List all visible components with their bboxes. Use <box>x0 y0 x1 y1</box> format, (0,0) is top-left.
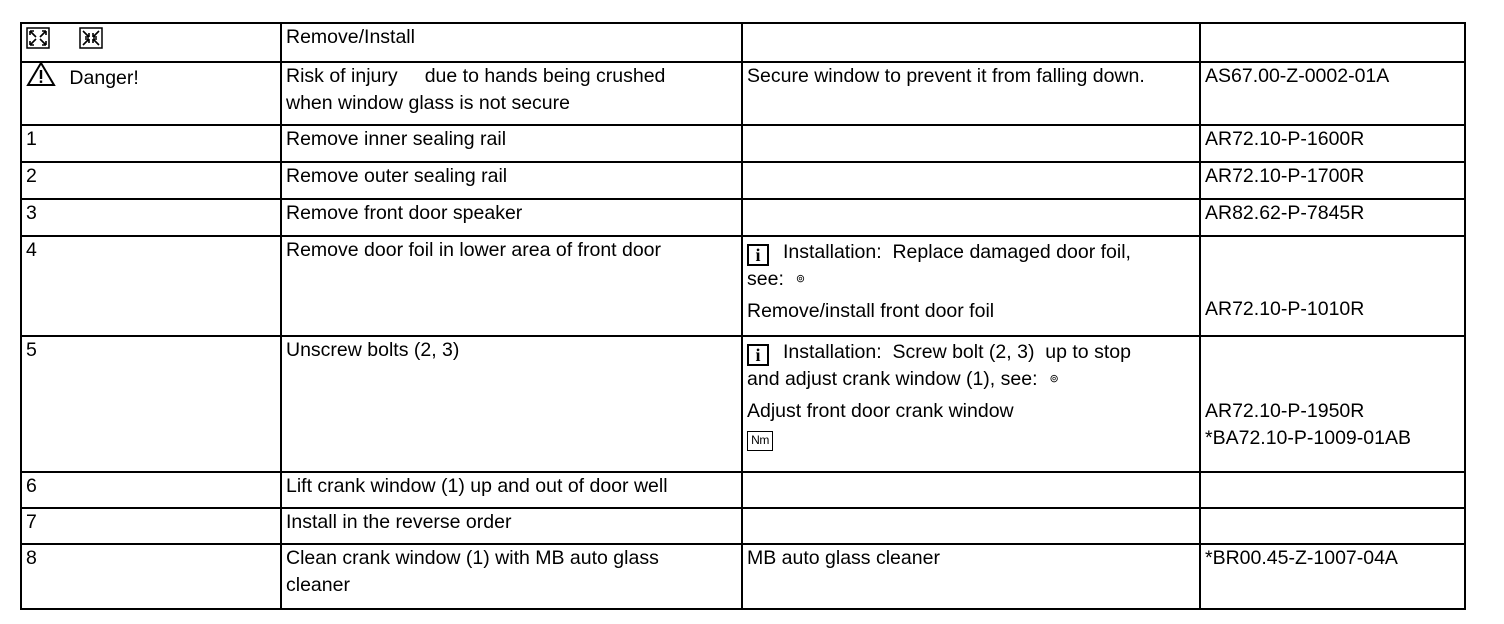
danger-ref-link[interactable]: AS67.00-Z-0002-01A <box>1205 65 1390 87</box>
info-icon: i <box>747 244 769 266</box>
info-icon: i <box>747 344 769 366</box>
table-row <box>21 162 1465 199</box>
step-material: MB auto glass cleaner <box>742 544 1200 609</box>
table-row <box>21 508 1465 544</box>
expand-arrows-icon[interactable] <box>26 27 50 57</box>
step-ref-cell <box>1200 162 1465 199</box>
step-action: Unscrew bolts (2, 3) <box>281 336 742 472</box>
step-ref-link[interactable]: AR72.10-P-1010R <box>1205 298 1365 320</box>
step-note-line1: Installation: Replace damaged door foil, <box>783 241 1131 263</box>
danger-label: Danger! <box>69 67 139 90</box>
step-ref-empty <box>1200 508 1465 544</box>
header-empty-cell <box>742 23 1200 62</box>
step-ref-link[interactable]: AR72.10-P-1950R <box>1205 400 1365 422</box>
step-action: Lift crank window (1) up and out of door well <box>281 472 742 508</box>
step-ref-link[interactable]: AR82.62-P-7845R <box>1205 202 1365 224</box>
danger-ref-cell <box>1200 62 1465 125</box>
step-ref-cell <box>1200 199 1465 236</box>
step-action-line1: Clean crank window (1) with MB auto glass <box>286 547 659 569</box>
step-number: 1 <box>21 125 281 162</box>
table-row <box>21 125 1465 162</box>
danger-risk-cell <box>281 62 742 125</box>
step-number: 3 <box>21 199 281 236</box>
table-row <box>21 336 1465 472</box>
step-note-link[interactable]: Remove/install front door foil <box>747 300 995 323</box>
step-action-cell <box>281 544 742 609</box>
step-ref2-link[interactable]: *BA72.10-P-1009-01AB <box>1205 427 1411 449</box>
danger-risk-line2: when window glass is not secure <box>286 92 570 114</box>
step-action: Remove inner sealing rail <box>281 125 742 162</box>
danger-risk-line1: Risk of injury due to hands being crushed <box>286 65 666 87</box>
reference-icon[interactable]: ⊚ <box>795 273 806 286</box>
step-ref-cell <box>1200 125 1465 162</box>
step-number: 8 <box>21 544 281 609</box>
table-row <box>21 472 1465 508</box>
header-empty-cell <box>1200 23 1465 62</box>
step-note-line1: Installation: Screw bolt (2, 3) up to stop <box>783 341 1131 363</box>
step-action-line2: cleaner <box>286 574 350 596</box>
step-ref-link[interactable]: AR72.10-P-1600R <box>1205 128 1365 150</box>
step-action: Remove door foil in lower area of front door <box>281 236 742 336</box>
danger-measure: Secure window to prevent it from falling down. <box>747 65 1145 87</box>
step-ref-cell <box>1200 236 1465 336</box>
table-row <box>21 544 1465 609</box>
torque-nm-icon[interactable]: Nm <box>747 431 773 451</box>
step-ref-link[interactable]: AR72.10-P-1700R <box>1205 165 1365 187</box>
step-note-empty <box>742 199 1200 236</box>
step-number: 2 <box>21 162 281 199</box>
table-row <box>21 236 1465 336</box>
step-note-line2: and adjust crank window (1), see: <box>747 368 1038 390</box>
step-note-link[interactable]: Adjust front door crank window <box>747 400 1014 423</box>
warning-triangle-icon <box>26 62 56 95</box>
step-ref-link[interactable]: *BR00.45-Z-1007-04A <box>1205 547 1398 569</box>
step-ref-cell <box>1200 336 1465 472</box>
step-note-empty <box>742 472 1200 508</box>
reference-icon[interactable]: ⊚ <box>1049 373 1059 386</box>
step-ref-cell <box>1200 544 1465 609</box>
header-title-cell: Remove/Install <box>281 23 742 62</box>
danger-measure-cell <box>742 62 1200 125</box>
step-note-empty <box>742 508 1200 544</box>
header-row <box>21 23 1465 62</box>
table-row <box>21 199 1465 236</box>
step-number: 6 <box>21 472 281 508</box>
step-number: 7 <box>21 508 281 544</box>
danger-row <box>21 62 1465 125</box>
step-action: Remove front door speaker <box>281 199 742 236</box>
danger-label-cell <box>21 62 281 125</box>
step-note-cell <box>742 336 1200 472</box>
step-number: 5 <box>21 336 281 472</box>
step-note-empty <box>742 125 1200 162</box>
collapse-arrows-icon[interactable] <box>79 27 103 57</box>
procedure-table <box>20 22 1466 610</box>
step-note-cell <box>742 236 1200 336</box>
step-note-empty <box>742 162 1200 199</box>
step-ref-empty <box>1200 472 1465 508</box>
step-note-line2: see: <box>747 268 784 290</box>
step-action: Install in the reverse order <box>281 508 742 544</box>
step-action: Remove outer sealing rail <box>281 162 742 199</box>
step-number: 4 <box>21 236 281 336</box>
header-icons-cell <box>21 23 281 62</box>
